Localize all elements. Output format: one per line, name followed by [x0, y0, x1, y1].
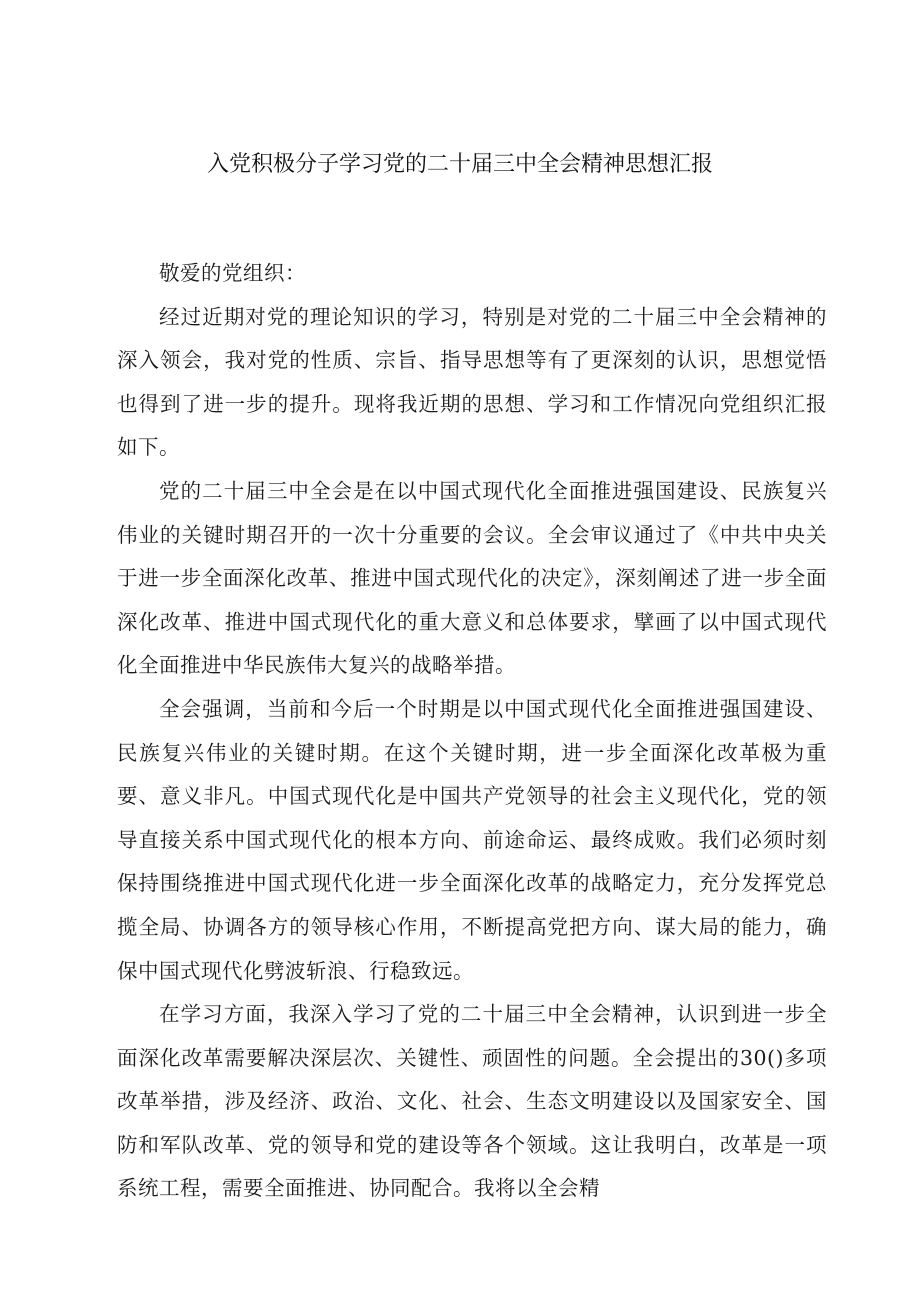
paragraph-2: 党的二十届三中全会是在以中国式现代化全面推进强国建设、民族复兴伟业的关键时期召开的一次十分重要的会议。全会审议通过了《中共中央关于进一步全面深化改革、推进中国式现代化的决定》，深刻阐述了进一步全面深化改革、推进中国式现代化的重大意义和总体要求，擘画了以中国式现代化全面推进中华民族伟大复兴的战略举措。 — [117, 478, 827, 678]
document-body — [117, 252, 827, 1211]
salutation: 敬爱的党组织： — [159, 261, 306, 285]
paragraph-4: 在学习方面，我深入学习了党的二十届三中全会精神，认识到进一步全面深化改革需要解决深层次、关键性、顽固性的问题。全会提出的30()多项改革举措，涉及经济、政治、文化、社会、生态文明建设以及国家安全、国防和军队改革、党的领导和党的建设等各个领域。这让我明白，改革是一项系统工程，需要全面推进、协同配合。我将以全会精 — [117, 1002, 827, 1201]
document-title: 入党积极分子学习党的二十届三中全会精神思想汇报 — [206, 152, 713, 177]
paragraph-1: 经过近期对党的理论知识的学习，特别是对党的二十届三中全会精神的深入领会，我对党的性质、宗旨、指导思想等有了更深刻的认识，思想觉悟也得到了进一步的提升。现将我近期的思想、学习和工作情况向党组织汇报如下。 — [117, 304, 827, 460]
paragraph-3: 全会强调，当前和今后一个时期是以中国式现代化全面推进强国建设、民族复兴伟业的关键时期。在这个关键时期，进一步全面深化改革极为重要、意义非凡。中国式现代化是中国共产党领导的社会主义现代化，党的领导直接关系中国式现代化的根本方向、前途命运、最终成败。我们必须时刻保持围绕推进中国式现代化进一步全面深化改革的战略定力，充分发挥党总揽全局、协调各方的领导核心作用，不断提高党把方向、谋大局的能力，确保中国式现代化劈波斩浪、行稳致远。 — [117, 696, 827, 983]
